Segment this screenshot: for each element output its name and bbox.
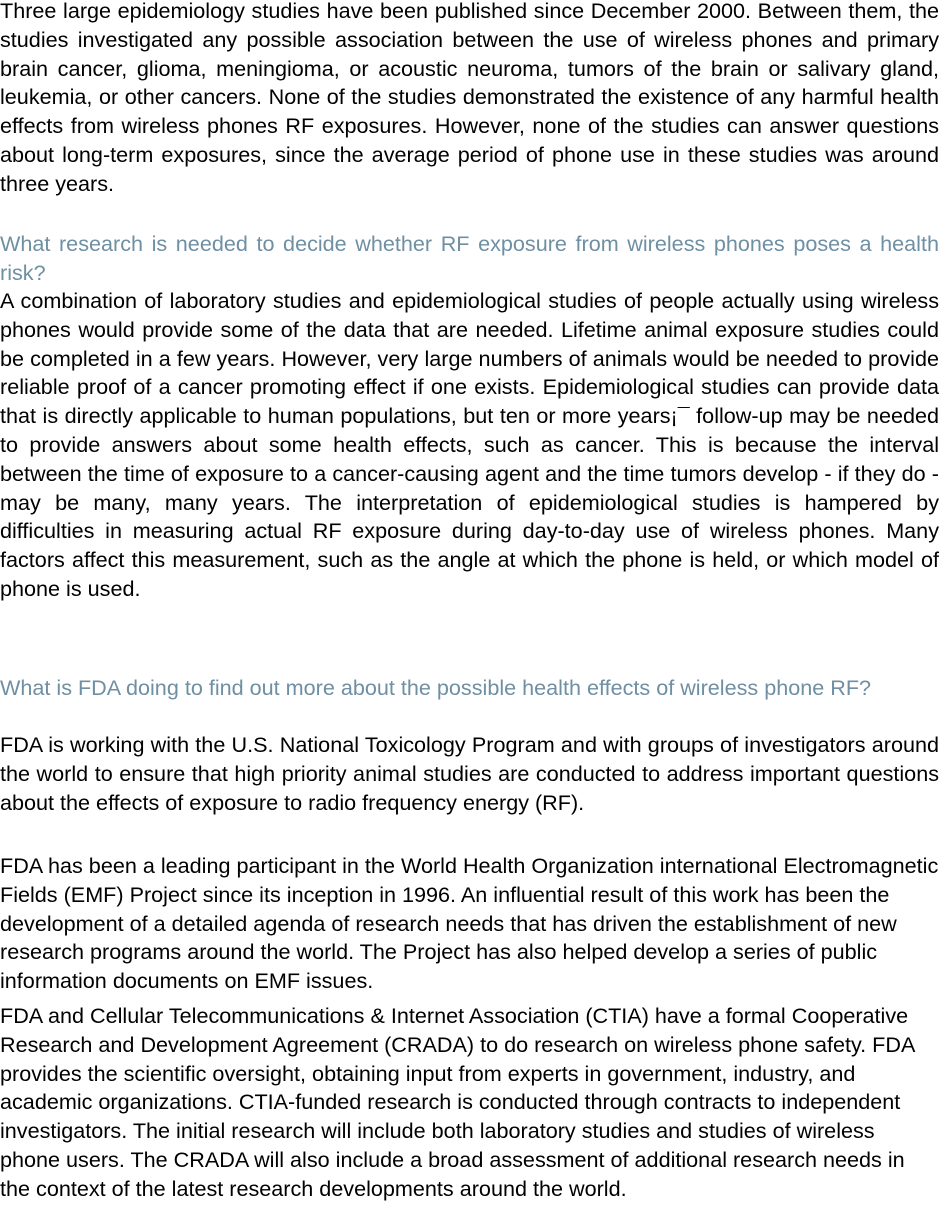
- intro-paragraph: Three large epidemiology studies have been published since December 2000. Between them, the studies investigated any possible association between the use of wireless phones and primary brain cancer, glioma, meningioma, or acoustic neuroma, tumors of the brain or salivary gland, leukemia, or other cancers. None of the studies demonstrated the existence of any harmful health effects from wireless phones RF exposures. However, none of the studies can answer questions about long-term exposures, since the average period of phone use in these studies was around three years.: [0, 0, 939, 196]
- paragraph-research-needed: A combination of laboratory studies and epidemiological studies of people actually using wireless phones would provide some of the data that are needed. Lifetime animal exposure studies could be completed in a few years. However, very large numbers of animals would be needed to provide reliable proof of a cancer promoting effect if one exists. Epidemiological studies can provide data that is directly applicable to human populations, but ten or more years¡¯ follow-up may be needed to provide answers about some health effects, such as cancer. This is because the interval between the time of exposure to a cancer-causing agent and the time tumors develop - if they do - may be many, many years. The interpretation of epidemiological studies is hampered by difficulties in measuring actual RF exposure during day-to-day use of wireless phones. Many factors affect this measurement, such as the angle at which the phone is held, or which model of phone is used.: [0, 288, 939, 601]
- paragraph-fda-ctia-crada: FDA and Cellular Telecommunications & Internet Association (CTIA) have a formal Cooperative Research and Development Agreement (CRADA) to do research on wireless phone safety. FDA provides the scientific oversight, obtaining input from experts in government, industry, and academic organizations. CTIA-funded research is conducted through contracts to independent investigators. The initial research will include both laboratory studies and studies of wireless phone users. The CRADA will also include a broad assessment of additional research needs in the context of the latest research developments around the world.: [0, 1003, 915, 1201]
- section-heading-fda-doing: What is FDA doing to find out more about the possible health effects of wireless phone RF?: [0, 675, 872, 700]
- section-heading-research-needed: What research is needed to decide whether RF exposure from wireless phones poses a health risk?: [0, 231, 939, 285]
- paragraph-fda-ntp: FDA is working with the U.S. National Toxicology Program and with groups of investigators around the world to ensure that high priority animal studies are conducted to address important questions about the effects of exposure to radio frequency energy (RF).: [0, 732, 939, 815]
- paragraph-fda-who-emf: FDA has been a leading participant in the World Health Organization international Electromagnetic Fields (EMF) Project since its inception in 1996. An influential result of this work has been the development of a detailed agenda of research needs that has driven the establishment of new research programs around the world. The Project has also helped develop a series of public information documents on EMF issues.: [0, 853, 939, 994]
